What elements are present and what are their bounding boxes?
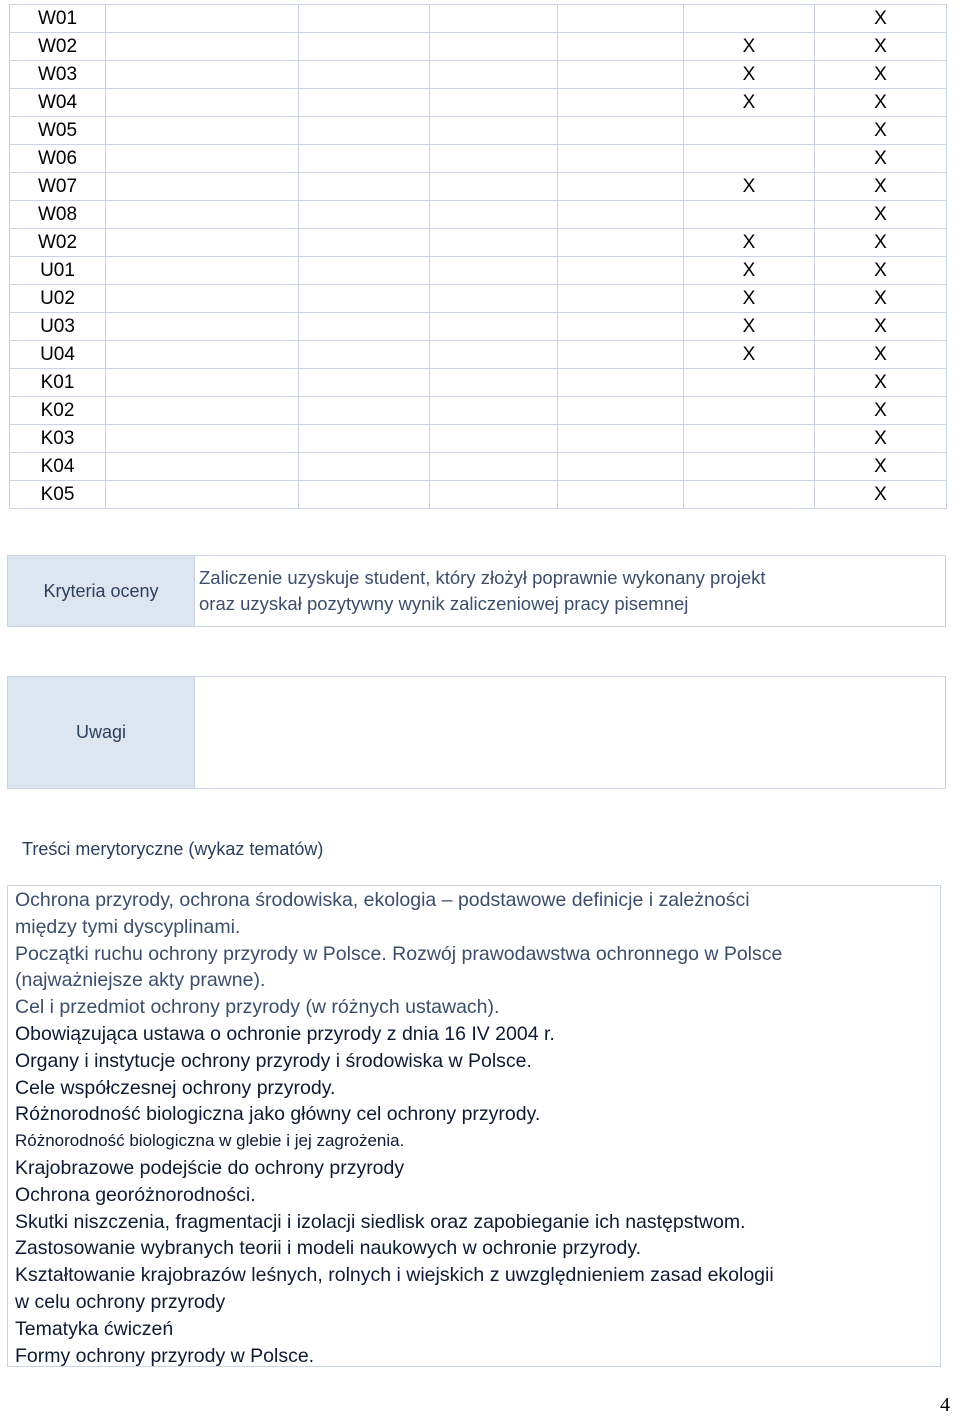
outcome-code-cell: W01 (10, 5, 106, 33)
mark-cell (558, 5, 684, 33)
mark-cell (558, 89, 684, 117)
mark-cell (430, 61, 558, 89)
mark-cell (430, 397, 558, 425)
topic-line: Ochrona georóżnorodności. (15, 1183, 256, 1206)
mark-cell: X (684, 89, 815, 117)
topic-line: Kształtowanie krajobrazów leśnych, rolnych i wiejskich z uwzględnieniem zasad ekologii (15, 1264, 774, 1287)
mark-cell: X (815, 201, 947, 229)
empty-cell (299, 5, 430, 33)
topic-line: Różnorodność biologiczna jako główny cel ochrony przyrody. (15, 1103, 541, 1126)
mark-cell (558, 397, 684, 425)
matrix-row (10, 425, 947, 453)
page-number: 4 (940, 1394, 950, 1416)
topic-line: (najważniejsze akty prawne). (15, 969, 266, 992)
mark-cell: X (684, 229, 815, 257)
mark-cell (430, 453, 558, 481)
outcome-code-cell: W07 (10, 173, 106, 201)
notes-label: Uwagi (8, 677, 195, 788)
criteria-line: oraz uzyskał pozytywny wynik zaliczeniowej pracy pisemnej (199, 593, 689, 614)
mark-cell: X (815, 313, 947, 341)
empty-cell (106, 229, 299, 257)
empty-cell (106, 341, 299, 369)
topic-line: Początki ruchu ochrony przyrody w Polsce. Rozwój prawodawstwa ochronnego w Polsce (15, 942, 783, 965)
criteria-text (195, 556, 945, 626)
mark-cell (430, 173, 558, 201)
matrix-row (10, 145, 947, 173)
empty-cell (106, 369, 299, 397)
notes-value (195, 677, 945, 788)
mark-cell: X (815, 61, 947, 89)
empty-cell (299, 117, 430, 145)
outcome-code-cell: W06 (10, 145, 106, 173)
outcome-code-cell: W02 (10, 33, 106, 61)
empty-cell (299, 173, 430, 201)
mark-cell: X (684, 341, 815, 369)
content-topics-box (7, 885, 941, 1367)
mark-cell (558, 285, 684, 313)
mark-cell: X (815, 453, 947, 481)
mark-cell (430, 313, 558, 341)
empty-cell (106, 173, 299, 201)
empty-cell (106, 425, 299, 453)
notes-box (7, 676, 946, 789)
mark-cell: X (815, 145, 947, 173)
mark-cell (684, 453, 815, 481)
matrix-row (10, 313, 947, 341)
topic-line: Skutki niszczenia, fragmentacji i izolacji siedlisk oraz zapobieganie ich następstwom. (15, 1210, 746, 1233)
mark-cell (430, 341, 558, 369)
mark-cell: X (815, 173, 947, 201)
empty-cell (299, 145, 430, 173)
topic-line: Organy i instytucje ochrony przyrody i środowiska w Polsce. (15, 1049, 532, 1072)
mark-cell (430, 117, 558, 145)
topic-line: w celu ochrony przyrody (15, 1290, 226, 1313)
empty-cell (106, 89, 299, 117)
outcome-code-cell: U03 (10, 313, 106, 341)
mark-cell: X (684, 61, 815, 89)
mark-cell (558, 173, 684, 201)
topic-line: między tymi dyscyplinami. (15, 915, 241, 938)
mark-cell (684, 397, 815, 425)
topic-line: Cele współczesnej ochrony przyrody. (15, 1076, 336, 1099)
matrix-row (10, 481, 947, 509)
empty-cell (106, 33, 299, 61)
outcome-code-cell: W02 (10, 229, 106, 257)
empty-cell (299, 33, 430, 61)
mark-cell (558, 369, 684, 397)
mark-cell (558, 341, 684, 369)
mark-cell (558, 481, 684, 509)
empty-cell (106, 481, 299, 509)
topic-line: Ochrona przyrody, ochrona środowiska, ekologia – podstawowe definicje i zależności (15, 889, 750, 911)
matrix-row (10, 5, 947, 33)
mark-cell (558, 229, 684, 257)
matrix-row (10, 453, 947, 481)
empty-cell (299, 369, 430, 397)
empty-cell (106, 145, 299, 173)
mark-cell (558, 33, 684, 61)
mark-cell (684, 117, 815, 145)
empty-cell (106, 285, 299, 313)
empty-cell (299, 89, 430, 117)
matrix-row (10, 257, 947, 285)
empty-cell (299, 481, 430, 509)
empty-cell (106, 257, 299, 285)
outcome-code-cell: W05 (10, 117, 106, 145)
mark-cell: X (815, 397, 947, 425)
empty-cell (299, 201, 430, 229)
mark-cell (430, 481, 558, 509)
matrix-row (10, 61, 947, 89)
outcome-code-cell: W03 (10, 61, 106, 89)
empty-cell (106, 117, 299, 145)
mark-cell: X (815, 33, 947, 61)
matrix-row (10, 229, 947, 257)
outcome-code-cell: U04 (10, 341, 106, 369)
mark-cell (684, 425, 815, 453)
mark-cell (430, 425, 558, 453)
mark-cell (684, 369, 815, 397)
mark-cell (684, 145, 815, 173)
empty-cell (299, 425, 430, 453)
mark-cell (558, 61, 684, 89)
mark-cell: X (815, 229, 947, 257)
topic-line: Krajobrazowe podejście do ochrony przyrody (15, 1156, 405, 1179)
mark-cell: X (684, 173, 815, 201)
mark-cell (430, 285, 558, 313)
outcome-code-cell: U01 (10, 257, 106, 285)
topic-line: Cel i przedmiot ochrony przyrody (w różnych ustawach). (15, 996, 500, 1019)
mark-cell (558, 257, 684, 285)
matrix-row (10, 117, 947, 145)
mark-cell (430, 201, 558, 229)
outcome-code-cell: W08 (10, 201, 106, 229)
topic-line: Tematyka ćwiczeń (15, 1317, 174, 1340)
empty-cell (106, 5, 299, 33)
mark-cell (430, 89, 558, 117)
mark-cell (558, 453, 684, 481)
mark-cell: X (684, 257, 815, 285)
matrix-row (10, 33, 947, 61)
matrix-row (10, 369, 947, 397)
criteria-box (7, 555, 946, 627)
outcome-code-cell: U02 (10, 285, 106, 313)
content-section-title: Treści merytoryczne (wykaz tematów) (22, 839, 324, 859)
empty-cell (299, 257, 430, 285)
empty-cell (106, 61, 299, 89)
topic-line: Obowiązująca ustawa o ochronie przyrody z dnia 16 IV 2004 r. (15, 1022, 555, 1045)
mark-cell (430, 257, 558, 285)
mark-cell: X (815, 5, 947, 33)
mark-cell: X (815, 257, 947, 285)
empty-cell (299, 341, 430, 369)
mark-cell (684, 201, 815, 229)
mark-cell: X (815, 117, 947, 145)
outcome-code-cell: K04 (10, 453, 106, 481)
mark-cell: X (815, 481, 947, 509)
topic-line: Zastosowanie wybranych teorii i modeli naukowych w ochronie przyrody. (15, 1237, 642, 1260)
outcome-code-cell: K05 (10, 481, 106, 509)
outcome-code-cell: K03 (10, 425, 106, 453)
mark-cell (558, 145, 684, 173)
mark-cell: X (815, 341, 947, 369)
outcome-code-cell: K01 (10, 369, 106, 397)
mark-cell: X (684, 313, 815, 341)
matrix-row (10, 397, 947, 425)
empty-cell (299, 453, 430, 481)
mark-cell (430, 229, 558, 257)
outcome-code-cell: W04 (10, 89, 106, 117)
empty-cell (106, 397, 299, 425)
outcome-code-cell: K02 (10, 397, 106, 425)
mark-cell (558, 201, 684, 229)
empty-cell (299, 285, 430, 313)
empty-cell (299, 313, 430, 341)
mark-cell: X (684, 285, 815, 313)
matrix-row (10, 173, 947, 201)
empty-cell (106, 453, 299, 481)
mark-cell (558, 425, 684, 453)
criteria-line: Zaliczenie uzyskuje student, który złożył poprawnie wykonany projekt (199, 567, 766, 588)
mark-cell (558, 117, 684, 145)
mark-cell (430, 369, 558, 397)
mark-cell: X (815, 369, 947, 397)
criteria-label: Kryteria oceny (8, 556, 195, 626)
matrix-row (10, 285, 947, 313)
mark-cell (430, 145, 558, 173)
mark-cell (684, 481, 815, 509)
mark-cell: X (815, 285, 947, 313)
empty-cell (299, 229, 430, 257)
learning-outcomes-matrix (9, 4, 947, 509)
empty-cell (106, 313, 299, 341)
topic-line: Różnorodność biologiczna w glebie i jej zagrożenia. (15, 1131, 405, 1151)
mark-cell: X (815, 89, 947, 117)
mark-cell (430, 5, 558, 33)
empty-cell (106, 201, 299, 229)
empty-cell (299, 61, 430, 89)
mark-cell: X (684, 33, 815, 61)
mark-cell (430, 33, 558, 61)
mark-cell (558, 313, 684, 341)
matrix-row (10, 201, 947, 229)
topic-line: Formy ochrony przyrody w Polsce. (15, 1344, 315, 1367)
matrix-row (10, 89, 947, 117)
matrix-row (10, 341, 947, 369)
mark-cell: X (815, 425, 947, 453)
empty-cell (299, 397, 430, 425)
mark-cell (684, 5, 815, 33)
